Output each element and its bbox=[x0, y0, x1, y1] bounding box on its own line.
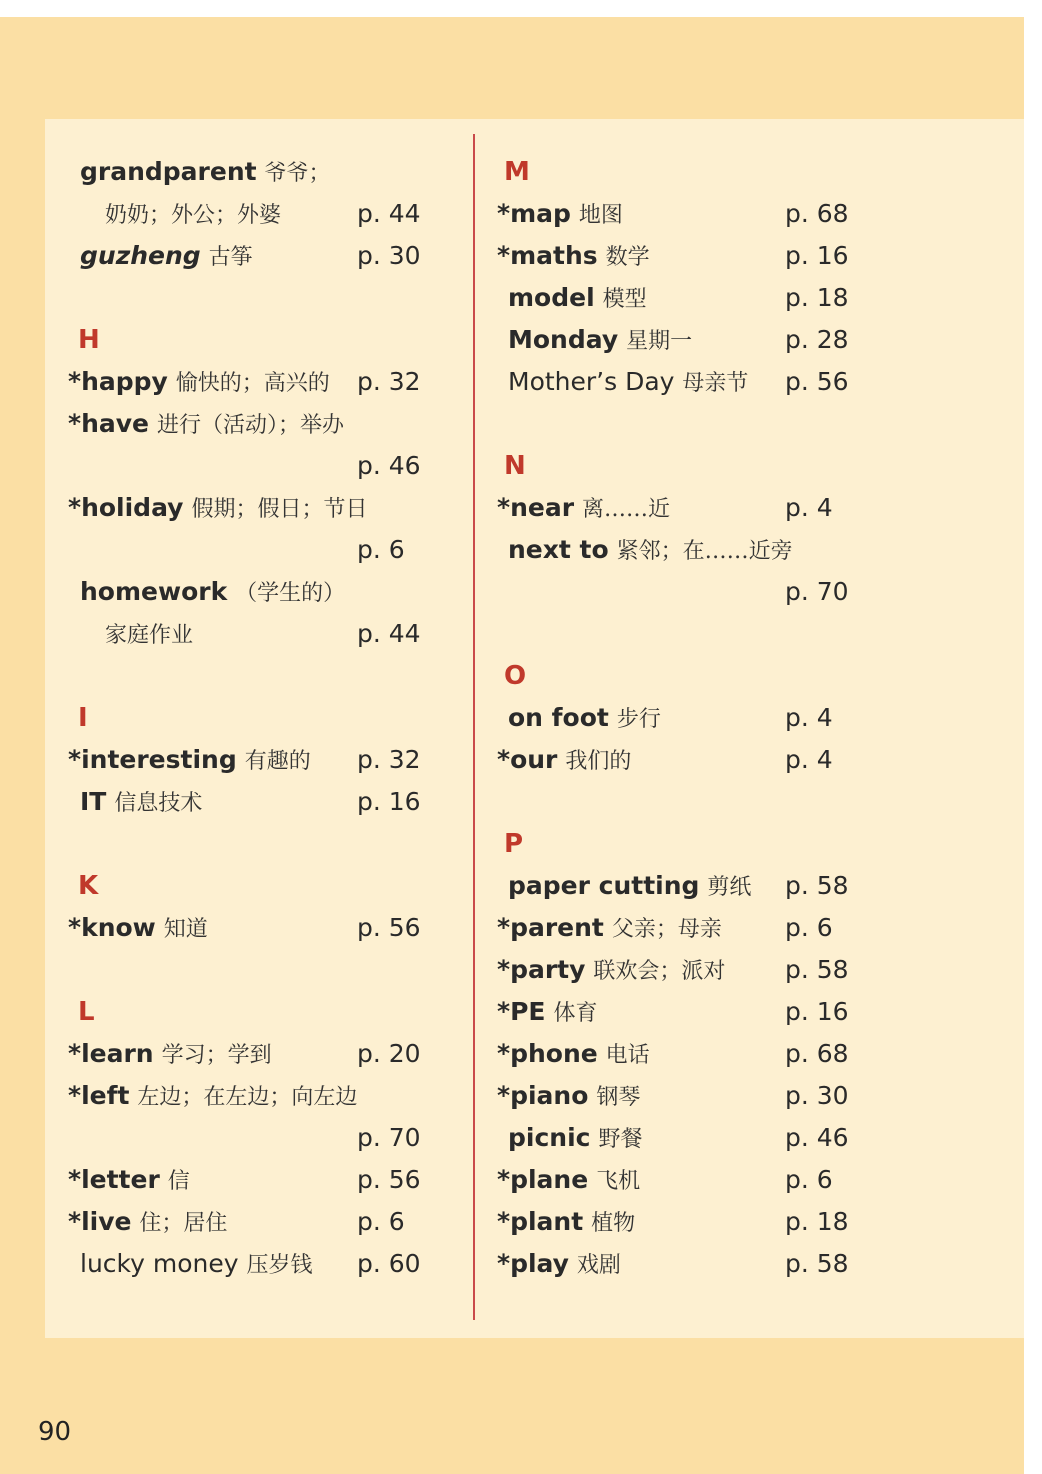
entry-page-ref: p. 28 bbox=[785, 325, 849, 354]
entry-meaning: 野餐 bbox=[598, 1127, 643, 1152]
entry-page-ref: p. 16 bbox=[357, 787, 421, 816]
entry-meaning: 假期；假日；节日 bbox=[191, 497, 368, 522]
glossary-entry bbox=[497, 949, 725, 991]
entry-page-ref: p. 60 bbox=[357, 1249, 421, 1278]
entry-meaning: 植物 bbox=[591, 1211, 636, 1236]
entry-page-ref: p. 4 bbox=[785, 703, 833, 732]
entry-page-ref: p. 18 bbox=[785, 1207, 849, 1236]
entry-page-ref: p. 30 bbox=[357, 241, 421, 270]
entry-word: *piano bbox=[497, 1081, 589, 1110]
entry-page-ref: p. 58 bbox=[785, 1249, 849, 1278]
entry-meaning: 钢琴 bbox=[596, 1085, 641, 1110]
entry-page-ref: p. 6 bbox=[785, 1165, 833, 1194]
entry-meaning: 步行 bbox=[616, 707, 661, 732]
entry-word: *plane bbox=[497, 1165, 589, 1194]
glossary-entry bbox=[497, 1201, 635, 1243]
glossary-entry bbox=[68, 487, 367, 529]
glossary-entry bbox=[80, 781, 202, 823]
glossary-entry bbox=[497, 487, 670, 529]
entry-meaning: 住；居住 bbox=[139, 1211, 228, 1236]
glossary-entry bbox=[508, 277, 647, 319]
entry-page-ref: p. 6 bbox=[357, 1207, 405, 1236]
glossary-entry bbox=[497, 1159, 640, 1201]
entry-word: *parent bbox=[497, 913, 604, 942]
entry-page-ref: p. 58 bbox=[785, 871, 849, 900]
glossary-entry bbox=[497, 235, 650, 277]
glossary-entry bbox=[68, 1075, 357, 1117]
glossary-entry bbox=[80, 235, 253, 277]
glossary-entry bbox=[497, 1033, 650, 1075]
entry-meaning: 数学 bbox=[605, 245, 650, 270]
entry-word: lucky money bbox=[80, 1249, 239, 1278]
entry-word: *plant bbox=[497, 1207, 584, 1236]
glossary-entry bbox=[68, 1201, 227, 1243]
entry-meaning: 进行（活动）；举办 bbox=[156, 413, 344, 438]
entry-meaning: 古筝 bbox=[208, 245, 253, 270]
entry-meaning: 压岁钱 bbox=[246, 1253, 313, 1278]
glossary-entry bbox=[497, 991, 597, 1033]
entry-page-ref: p. 32 bbox=[357, 745, 421, 774]
section-letter-m: M bbox=[504, 157, 530, 187]
entry-page-ref: p. 18 bbox=[785, 283, 849, 312]
entry-meaning: 家庭作业 bbox=[105, 623, 194, 648]
entry-meaning: 母亲节 bbox=[682, 371, 749, 396]
section-letter-h: H bbox=[78, 325, 100, 355]
entry-page-ref: p. 6 bbox=[785, 913, 833, 942]
entry-page-ref: p. 6 bbox=[357, 535, 405, 564]
section-letter-k: K bbox=[78, 871, 99, 901]
entry-word: on foot bbox=[508, 703, 609, 732]
entry-page-ref: p. 56 bbox=[357, 913, 421, 942]
entry-meaning: 戏剧 bbox=[576, 1253, 621, 1278]
entry-page-ref: p. 44 bbox=[357, 199, 421, 228]
section-letter-p: P bbox=[504, 829, 524, 859]
entry-meaning: 我们的 bbox=[565, 749, 632, 774]
entry-meaning: 星期一 bbox=[626, 329, 693, 354]
glossary-entry bbox=[80, 151, 331, 193]
entry-word: grandparent bbox=[80, 157, 257, 186]
entry-meaning: 有趣的 bbox=[244, 749, 311, 774]
glossary-entry bbox=[68, 1033, 272, 1075]
entry-page-ref: p. 44 bbox=[357, 619, 421, 648]
glossary-entry bbox=[508, 319, 692, 361]
entry-page-ref: p. 16 bbox=[785, 241, 849, 270]
glossary-entry bbox=[497, 739, 631, 781]
entry-word: guzheng bbox=[80, 241, 201, 270]
entry-meaning: 联欢会；派对 bbox=[593, 959, 726, 984]
entry-page-ref: p. 58 bbox=[785, 955, 849, 984]
entry-meaning: 飞机 bbox=[596, 1169, 641, 1194]
entry-page-ref: p. 56 bbox=[357, 1165, 421, 1194]
entry-word: *know bbox=[68, 913, 156, 942]
glossary-entry bbox=[508, 529, 793, 571]
entry-page-ref: p. 70 bbox=[785, 577, 849, 606]
glossary-entry bbox=[68, 403, 344, 445]
glossary-entry bbox=[497, 1243, 621, 1285]
glossary-entry bbox=[80, 571, 345, 613]
entry-word: *holiday bbox=[68, 493, 184, 522]
entry-word: *our bbox=[497, 745, 558, 774]
entry-word: *maths bbox=[497, 241, 598, 270]
entry-page-ref: p. 56 bbox=[785, 367, 849, 396]
column-divider bbox=[473, 134, 475, 1320]
entry-word: *map bbox=[497, 199, 571, 228]
entry-page-ref: p. 32 bbox=[357, 367, 421, 396]
entry-meaning: 模型 bbox=[602, 287, 647, 312]
entry-meaning: 地图 bbox=[578, 203, 623, 228]
entry-meaning: 离……近 bbox=[581, 497, 670, 522]
section-letter-l: L bbox=[78, 997, 95, 1027]
entry-word: next to bbox=[508, 535, 609, 564]
entry-meaning: 爷爷； bbox=[264, 161, 331, 186]
entry-word: IT bbox=[80, 787, 107, 816]
entry-page-ref: p. 30 bbox=[785, 1081, 849, 1110]
entry-page-ref: p. 46 bbox=[785, 1123, 849, 1152]
entry-meaning: 体育 bbox=[553, 1001, 598, 1026]
entry-word: *have bbox=[68, 409, 149, 438]
entry-word: *letter bbox=[68, 1165, 160, 1194]
entry-word: picnic bbox=[508, 1123, 591, 1152]
entry-page-ref: p. 46 bbox=[357, 451, 421, 480]
entry-page-ref: p. 4 bbox=[785, 493, 833, 522]
entry-word: Monday bbox=[508, 325, 619, 354]
entry-word: *live bbox=[68, 1207, 132, 1236]
glossary-entry bbox=[508, 865, 751, 907]
entry-meaning: 信息技术 bbox=[114, 791, 203, 816]
section-letter-n: N bbox=[504, 451, 526, 481]
entry-word: Mother’s Day bbox=[508, 367, 675, 396]
entry-meaning: 紧邻；在……近旁 bbox=[616, 539, 793, 564]
entry-page-ref: p. 20 bbox=[357, 1039, 421, 1068]
entry-word: *phone bbox=[497, 1039, 598, 1068]
entry-page-ref: p. 16 bbox=[785, 997, 849, 1026]
entry-meaning: 左边；在左边；向左边 bbox=[137, 1085, 358, 1110]
entry-word: *learn bbox=[68, 1039, 154, 1068]
entry-meaning: 剪纸 bbox=[707, 875, 752, 900]
entry-word: *near bbox=[497, 493, 575, 522]
entry-word: *interesting bbox=[68, 745, 237, 774]
entry-meaning: 电话 bbox=[605, 1043, 650, 1068]
glossary-entry bbox=[68, 361, 330, 403]
entry-word: homework bbox=[80, 577, 228, 606]
glossary-entry bbox=[508, 1117, 642, 1159]
entry-meaning: 知道 bbox=[163, 917, 208, 942]
glossary-entry bbox=[497, 1075, 640, 1117]
glossary-entry bbox=[508, 697, 661, 739]
entry-meaning: 父亲；母亲 bbox=[611, 917, 722, 942]
entry-page-ref: p. 68 bbox=[785, 199, 849, 228]
entry-meaning: 愉快的；高兴的 bbox=[175, 371, 330, 396]
page-number: 90 bbox=[38, 1417, 72, 1447]
entry-word: *party bbox=[497, 955, 586, 984]
entry-page-ref: p. 4 bbox=[785, 745, 833, 774]
entry-word: *PE bbox=[497, 997, 546, 1026]
glossary-entry bbox=[497, 907, 722, 949]
entry-meaning: 奶奶；外公；外婆 bbox=[105, 203, 282, 228]
entry-word: *left bbox=[68, 1081, 130, 1110]
entry-meaning: 信 bbox=[167, 1169, 190, 1194]
entry-meaning: （学生的） bbox=[235, 581, 346, 606]
entry-meaning: 学习；学到 bbox=[161, 1043, 272, 1068]
glossary-entry bbox=[497, 193, 623, 235]
glossary-entry bbox=[508, 361, 748, 403]
section-letter-o: O bbox=[504, 661, 527, 691]
entry-word: *play bbox=[497, 1249, 569, 1278]
glossary-entry bbox=[68, 1159, 190, 1201]
entry-page-ref: p. 68 bbox=[785, 1039, 849, 1068]
glossary-entry bbox=[68, 907, 208, 949]
entry-word: model bbox=[508, 283, 595, 312]
section-letter-i: I bbox=[78, 703, 88, 733]
glossary-entry-continuation bbox=[105, 193, 281, 235]
entry-word: paper cutting bbox=[508, 871, 700, 900]
glossary-entry bbox=[68, 739, 311, 781]
glossary-entry-continuation bbox=[105, 613, 193, 655]
entry-word: *happy bbox=[68, 367, 168, 396]
glossary-entry bbox=[80, 1243, 313, 1285]
entry-page-ref: p. 70 bbox=[357, 1123, 421, 1152]
